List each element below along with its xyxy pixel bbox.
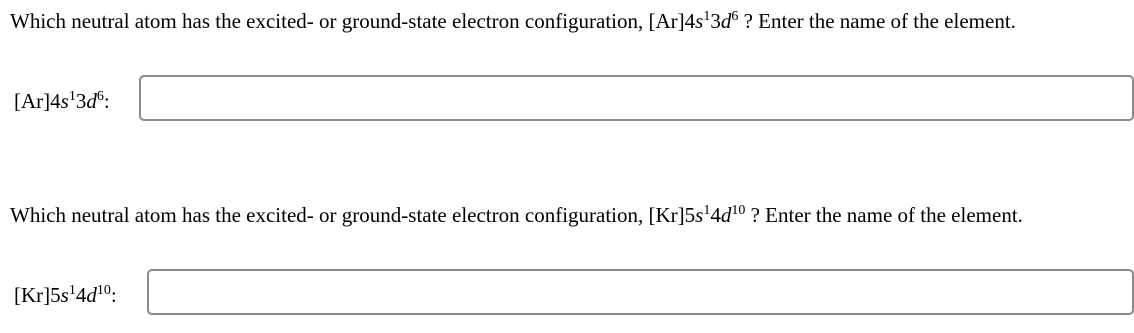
question-1-prefix: Which neutral atom has the excited- or ground-state electron configuration, — [10, 9, 649, 33]
question-1-config: $[Ar]4s^13d^6$ — [648, 9, 739, 33]
question-2-prefix: Which neutral atom has the excited- or ground-state electron configuration, — [10, 203, 649, 227]
question-2-text — [10, 203, 1023, 227]
question-2-suffix: ? Enter the name of the element. — [745, 203, 1023, 227]
answer-2-label: $[Kr]5s^14d^{10}$: — [14, 283, 117, 307]
question-1-text — [10, 9, 1016, 33]
question-2-config: $[Kr]5s^14d^{10}$ — [648, 203, 746, 227]
answer-1-input[interactable] — [139, 75, 1134, 121]
answer-1-label: $[Ar]4s^13d^6$: — [14, 89, 110, 113]
question-1-suffix: ? Enter the name of the element. — [738, 9, 1016, 33]
answer-2-input[interactable] — [147, 269, 1134, 315]
